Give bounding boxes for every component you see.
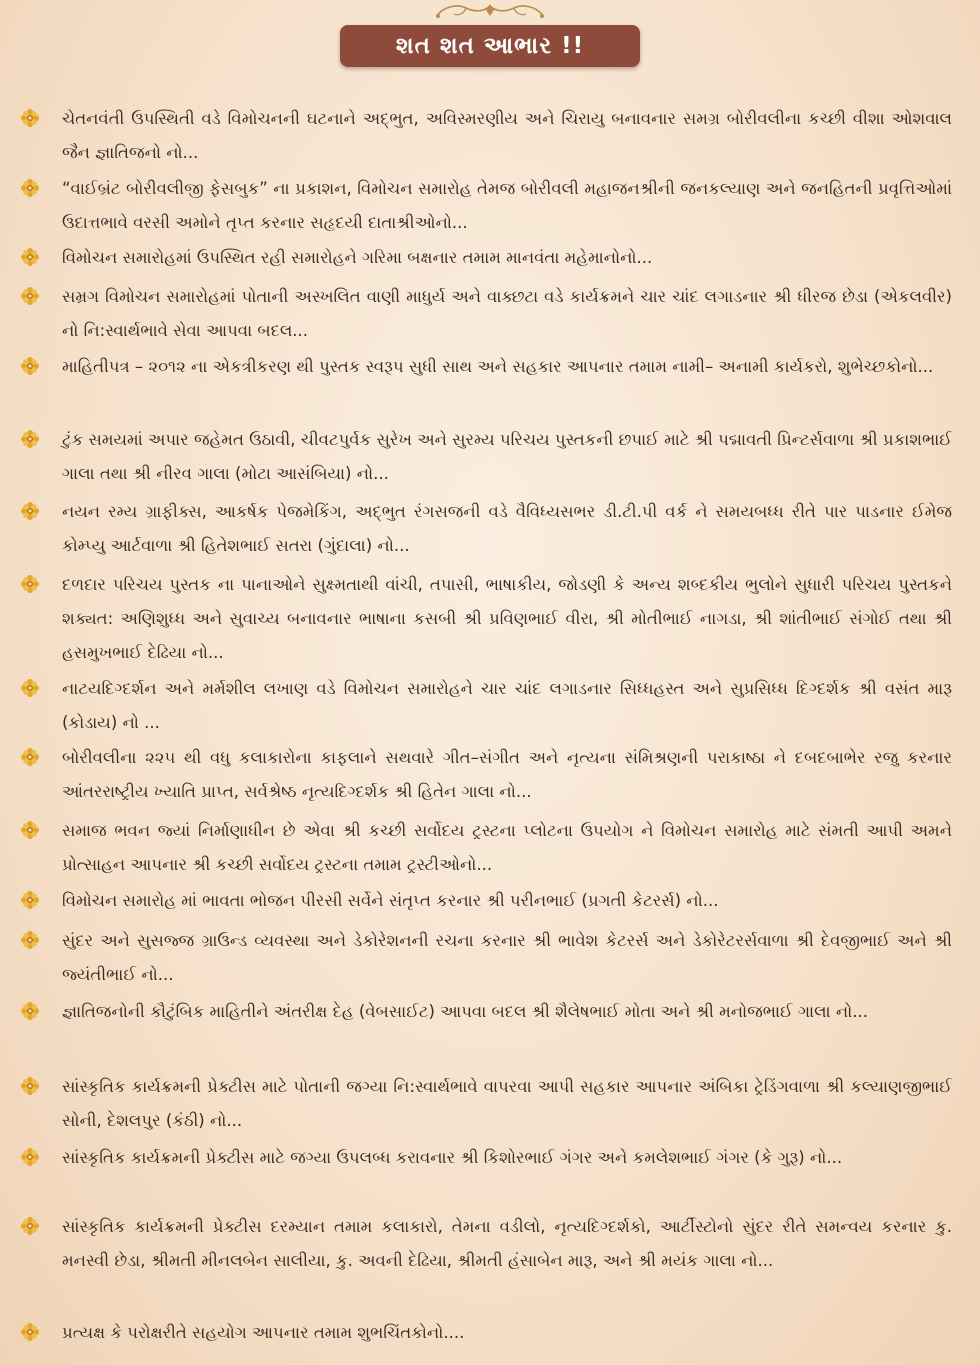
- list-item-text: નાટયદિગ્દર્શન અને મર્મશીલ લખાણ વડે વિમોચન સમારોહને ચાર ચાંદ લગાડનાર સિધ્ધહસ્ત અને સુપ્રસિધ્ધ દિગ્દર્શક શ્રી વસંત મારૂ (કોડાય) નો ...: [62, 679, 952, 732]
- list-item-text: વિમોચન સમારોહમાં ઉપસ્થિત રહી સમારોહને ગરિમા બક્ષનાર તમામ માનવંતા મહેમાનોનો...: [62, 248, 653, 267]
- flower-bullet-icon: [20, 1001, 40, 1021]
- flower-bullet-icon: [20, 356, 40, 376]
- flower-bullet-icon: [20, 930, 40, 950]
- flower-bullet-icon: [20, 820, 40, 840]
- flower-bullet-icon: [20, 574, 40, 594]
- flower-bullet-icon: [20, 501, 40, 521]
- list-item-text: જ્ઞાતિજનોની કૌટુંબિક માહિતીને અંતરીક્ષ દેહ (વેબસાઈટ) આપવા બદલ શ્રી શૈલેષભાઈ મોતા અને શ્રી મનોજભાઈ ગાલા નો...: [62, 1002, 868, 1021]
- list-item-text: સાંસ્કૃતિક કાર્યક્રમની પ્રેક્ટીસ દરમ્યાન તમામ કલાકારો, તેમના વડીલો, નૃત્યદિગ્દર્શકો, આર્ટીસ્ટોનો સુંદર રીતે સમન્વય કરનાર કુ. મનસ્વી છેડા, શ્રીમતી મીનલબેન સાલીયા, કુ. અવની દેઢિયા, શ્રીમતી હંસાબેન મારૂ, અને શ્રી મયંક ગાલા નો...: [62, 1217, 952, 1270]
- flower-bullet-icon: [20, 429, 40, 449]
- list-item-text: નયન રમ્ય ગ્રાફીક્સ, આકર્ષક પેજમેકિંગ, અદ્ભુત રંગસજની વડે વૈવિધ્યસભર ડી.ટી.પી વર્ક ને સમયબધ્ધ રીતે પાર પાડનાર ઈમેજ કોમ્પ્યુ આર્ટવાળા શ્રી હિતેશભાઈ સતરા (ગુંદાલા) નો...: [62, 502, 952, 555]
- flower-bullet-icon: [20, 890, 40, 910]
- list-item-text: સમ્રગ વિમોચન સમારોહમાં પોતાની અસ્ખલિત વાણી માધુર્ય અને વાક્છટા વડે કાર્યક્રમને ચાર ચાંદ લગાડનાર શ્રી ધીરજ છેડા (એકલવીર) નો નિ:સ્વાર્થભાવે સેવા આપવા બદલ...: [62, 287, 952, 340]
- ornamental-flourish-icon: [430, 2, 550, 24]
- flower-bullet-icon: [20, 178, 40, 198]
- list-item-text: બોરીવલીના ૨૨૫ થી વધુ કલાકારોના કાફલાને સથવારે ગીત–સંગીત અને નૃત્યના સંમિશ્રણની પરાકાષ્ઠા ને દબદબાભેર રજુ કરનાર આંતરરાષ્ટ્રીય ખ્યાતિ પ્રાપ્ત, સર્વશ્રેષ્ઠ નૃત્યદિગ્દર્શક શ્રી હિતેન ગાલા નો...: [62, 748, 952, 801]
- title-banner: [340, 25, 640, 67]
- flower-bullet-icon: [20, 1147, 40, 1167]
- list-item-text: માહિતીપત્ર – ૨૦૧૨ ના એકત્રીકરણ થી પુસ્તક સ્વરૂપ સુધી સાથ અને સહકાર આપનાર તમામ નામી– અનામી કાર્યકરો, શુભેચ્છકોનો...: [62, 357, 934, 376]
- list-item-text: સમાજ ભવન જ્યાં નિર્માણાધીન છે એવા શ્રી કચ્છી સર્વોદય ટ્રસ્ટના પ્લોટના ઉપયોગ ને વિમોચન સમારોહ માટે સંમતી આપી અમને પ્રોત્સાહન આપનાર શ્રી કચ્છી સર્વોદય ટ્રસ્ટના તમામ ટ્રસ્ટીઓનો...: [62, 821, 952, 874]
- flower-bullet-icon: [20, 678, 40, 698]
- list-item-text: વિમોચન સમારોહ માં ભાવતા ભોજન પીરસી સર્વેને સંતૃપ્ત કરનાર શ્રી પરીનભાઈ (પ્રગતી કેટરર્સ) નો...: [62, 891, 719, 910]
- list-item-text: “વાઈબ્રંટ બોરીવલીજી ફેસબુક” ના પ્રકાશન, વિમોચન સમારોહ તેમજ બોરીવલી મહાજનશ્રીની જનકલ્યાણ અને જનહિતની પ્રવૃત્તિઓમાં ઉદાત્તભાવે વરસી અમોને તૃપ્ત કરનાર સહૃદયી દાતાશ્રીઓનો...: [62, 179, 952, 232]
- list-item-text: સુંદર અને સુસજ્જ ગ્રાઉન્ડ વ્યવસ્થા અને ડેકોરેશનની રચના કરનાર શ્રી ભાવેશ કેટરર્સ અને ડેકોરેટરર્સવાળા શ્રી દેવજીભાઈ અને શ્રી જ્યંતીભાઈ નો...: [62, 931, 952, 984]
- list-item-text: સાંસ્કૃતિક કાર્યક્રમની પ્રેક્ટીસ માટે જગ્યા ઉપલબ્ધ કરાવનાર શ્રી કિશોરભાઈ ગંગર અને કમલેશભાઈ ગંગર (કે ગુરૂ) નો...: [62, 1148, 843, 1167]
- flower-bullet-icon: [20, 1216, 40, 1236]
- list-item-text: પ્રત્યક્ષ કે પરોક્ષરીતે સહયોગ આપનાર તમામ શુભચિંતકોનો....: [62, 1323, 465, 1342]
- flower-bullet-icon: [20, 747, 40, 767]
- flower-bullet-icon: [20, 1076, 40, 1096]
- flower-bullet-icon: [20, 247, 40, 267]
- flower-bullet-icon: [20, 108, 40, 128]
- flower-bullet-icon: [20, 286, 40, 306]
- list-item-text: ચેતનવંતી ઉપસ્થિતી વડે વિમોચનની ઘટનાને અદ્ભુત, અવિસ્મરણીય અને ચિરાયુ બનાવનાર સમગ્ર બોરીવલીના કચ્છી વીશા ઓશવાલ જૈન જ્ઞાતિજનો નો...: [62, 109, 952, 162]
- list-item-text: ટુંક સમયમાં અપાર જહેમત ઉઠાવી, ચીવટપુર્વક સુરેખ અને સુરમ્ય પરિચય પુસ્તકની છપાઈ માટે શ્રી પદ્માવતી પ્રિન્ટર્સવાળા શ્રી પ્રકાશભાઈ ગાલા તથા શ્રી નીરવ ગાલા (મોટા આસંબિયા) નો...: [62, 430, 952, 483]
- flower-bullet-icon: [20, 1322, 40, 1342]
- list-item-text: દળદાર પરિચય પુસ્તક ના પાનાઓને સુક્ષ્મતાથી વાંચી, તપાસી, ભાષાકીય, જોડણી કે અન્ય શબ્દકીય ભુલોને સુધારી પરિચય પુસ્તકને શક્યત: અણિશુધ્ધ અને સુવાચ્ય બનાવનાર ભાષાના કસબી શ્રી પ્રવિણભાઈ વીરા, શ્રી મોતીભાઈ નાગડા, શ્રી શાંતીભાઈ સંગોઈ તથા શ્રી હસમુખભાઈ દેઢિયા નો...: [62, 575, 952, 662]
- list-item-text: સાંસ્કૃતિક કાર્યક્રમની પ્રેક્ટીસ માટે પોતાની જગ્યા નિ:સ્વાર્થભાવે વાપરવા આપી સહકાર આપનાર અંબિકા ટ્રેડિંગવાળા શ્રી કલ્યાણજીભાઈ સોની, દેશલપુર (કંઠી) નો...: [62, 1077, 952, 1130]
- page-title: શત શત આભાર !!: [395, 33, 585, 59]
